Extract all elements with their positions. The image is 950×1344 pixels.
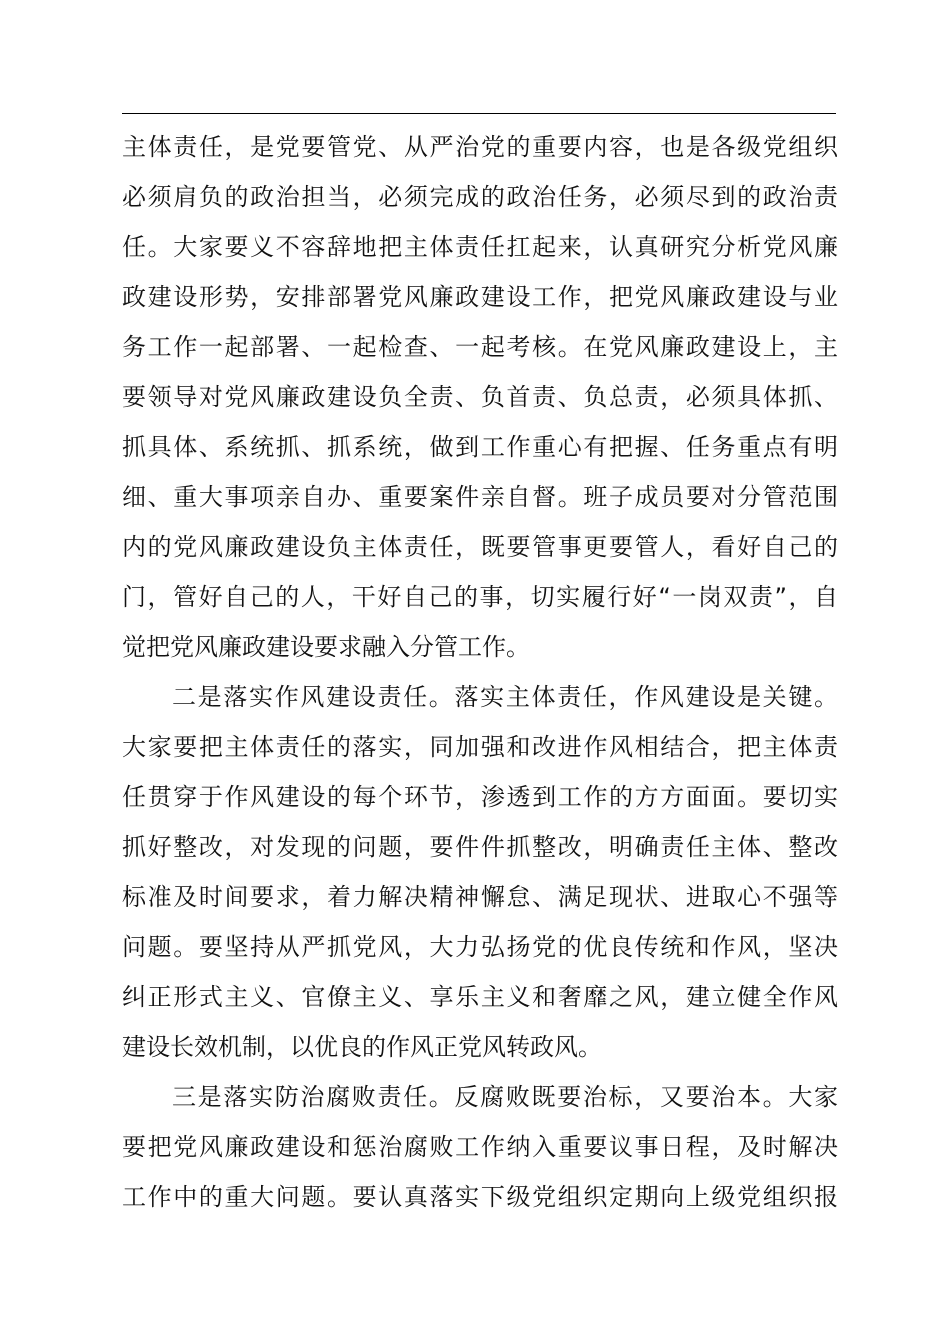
- text-line: 细、重大事项亲自办、重要案件亲自督。班子成员要对分管范围: [122, 483, 838, 511]
- header-divider: [122, 113, 836, 114]
- text-line: 建设长效机制，以优良的作风正党风转政风。: [122, 1033, 602, 1061]
- paragraph-start-line: 二是落实作风建设责任。落实主体责任，作风建设是关键。: [172, 683, 838, 711]
- text-line: 要把党风廉政建设和惩治腐败工作纳入重要议事日程，及时解决: [122, 1133, 838, 1161]
- text-line: 纠正形式主义、官僚主义、享乐主义和奢靡之风，建立健全作风: [122, 983, 838, 1011]
- text-line: 问题。要坚持从严抓党风，大力弘扬党的优良传统和作风，坚决: [122, 933, 838, 961]
- text-line: 政建设形势，安排部署党风廉政建设工作，把党风廉政建设与业: [122, 283, 838, 311]
- text-line: 主体责任，是党要管党、从严治党的重要内容，也是各级党组织: [122, 133, 838, 161]
- text-line: 务工作一起部署、一起检查、一起考核。在党风廉政建设上，主: [122, 333, 838, 361]
- text-line: 任贯穿于作风建设的每个环节，渗透到工作的方方面面。要切实: [122, 783, 838, 811]
- text-line: 要领导对党风廉政建设负全责、负首责、负总责，必须具体抓、: [122, 383, 838, 411]
- text-line: 抓好整改，对发现的问题，要件件抓整改，明确责任主体、整改: [122, 833, 838, 861]
- text-line: 必须肩负的政治担当，必须完成的政治任务，必须尽到的政治责: [122, 183, 838, 211]
- text-line: 内的党风廉政建设负主体责任，既要管事更要管人，看好自己的: [122, 533, 838, 561]
- text-line: 标准及时间要求，着力解决精神懈怠、满足现状、进取心不强等: [122, 883, 838, 911]
- text-line: 工作中的重大问题。要认真落实下级党组织定期向上级党组织报: [122, 1183, 838, 1211]
- paragraph-start-line: 三是落实防治腐败责任。反腐败既要治标，又要治本。大家: [172, 1083, 838, 1111]
- text-line: 任。大家要义不容辞地把主体责任扛起来，认真研究分析党风廉: [122, 233, 838, 261]
- text-line: 抓具体、系统抓、抓系统，做到工作重心有把握、任务重点有明: [122, 433, 838, 461]
- text-line: 觉把党风廉政建设要求融入分管工作。: [122, 633, 530, 661]
- text-line: 大家要把主体责任的落实，同加强和改进作风相结合，把主体责: [122, 733, 838, 761]
- text-line: 门，管好自己的人，干好自己的事，切实履行好“一岗双责”，自: [122, 583, 838, 611]
- document-body: [122, 122, 838, 1222]
